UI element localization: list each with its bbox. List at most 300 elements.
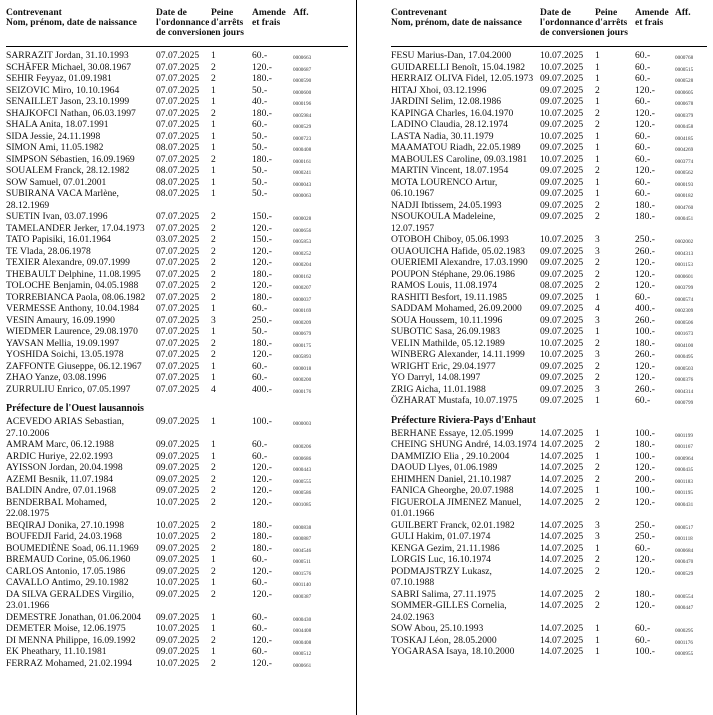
fine-amount: 60.- 60.- bbox=[635, 176, 651, 199]
table-row bbox=[6, 658, 348, 670]
detention-days: 1 bbox=[595, 61, 600, 73]
conversion-date: 14.07.2025 bbox=[540, 646, 584, 657]
conversion-date: 07.07.2025 bbox=[156, 349, 200, 360]
conversion-date: 07.07.2025 bbox=[156, 337, 200, 349]
conversion-date: 10.07.2025 bbox=[540, 337, 584, 349]
offender-name: MARTIN Vincent, 18.07.1954 bbox=[391, 165, 509, 176]
table-row bbox=[6, 612, 348, 624]
conversion-date: 09.07.2025 bbox=[540, 291, 584, 303]
fine-amount: 260.- bbox=[635, 349, 655, 360]
conversion-date: 10.07.2025 bbox=[540, 130, 584, 142]
header-rule bbox=[391, 46, 707, 47]
detention-days: 1 bbox=[211, 84, 216, 96]
offender-name: DAOUD Llyes, 01.06.1989 bbox=[391, 462, 498, 473]
case-number: 0000562 bbox=[675, 170, 694, 176]
conversion-date: 14.07.2025 bbox=[540, 485, 584, 496]
case-number: 0001576 bbox=[293, 570, 312, 577]
offender-name: SEHIR Feyyaz, 01.09.1981 bbox=[6, 73, 112, 84]
offender-name: SHAJKOFCI Nathan, 06.03.1997 bbox=[6, 107, 136, 119]
conversion-date: 14.07.2025 bbox=[540, 519, 584, 531]
detention-days: 1 bbox=[211, 554, 216, 565]
table-row bbox=[391, 600, 707, 623]
case-number: 0000376 bbox=[675, 377, 694, 383]
table-row bbox=[391, 566, 707, 589]
offender-name: WINBERG Alexander, 14.11.1999 bbox=[391, 349, 525, 360]
case-number: 0000506 bbox=[675, 319, 694, 326]
table-row bbox=[6, 108, 348, 120]
detention-days: 1 bbox=[595, 450, 600, 462]
conversion-date: 09.07.2025 bbox=[540, 165, 584, 176]
table-row bbox=[391, 451, 707, 463]
case-number: 0000206 bbox=[293, 444, 312, 450]
table-row bbox=[391, 635, 707, 647]
fine-amount: 180.- bbox=[635, 199, 655, 211]
conversion-date: 09.07.2025 bbox=[156, 542, 200, 554]
conversion-date: 09.07.2025 bbox=[540, 211, 584, 222]
case-number: 0000207 bbox=[293, 285, 312, 291]
case-number: 0001167 bbox=[675, 444, 693, 450]
offender-name: BENDERBAL Mohamed, 22.08.1975 bbox=[6, 496, 107, 519]
detention-days: 2 bbox=[595, 372, 600, 383]
table-row bbox=[6, 554, 348, 566]
fine-amount: 120.- bbox=[635, 84, 655, 96]
conversion-date: 07.07.2025 bbox=[156, 61, 200, 73]
table-row bbox=[6, 451, 348, 463]
offender-name: CAVALLO Antimo, 29.10.1982 bbox=[6, 577, 129, 588]
table-row bbox=[6, 577, 348, 589]
table-row bbox=[6, 439, 348, 451]
header-rule bbox=[6, 46, 348, 47]
fine-amount: 60.- bbox=[252, 360, 268, 372]
case-number: 0000435 bbox=[675, 467, 694, 473]
offender-name: BOUFEDJI Farid, 24.03.1968 bbox=[6, 531, 122, 542]
case-number: 0004269 bbox=[675, 147, 694, 153]
case-number: 0005984 bbox=[293, 112, 312, 119]
header-days: Peine d'arrêts en jours bbox=[595, 8, 628, 38]
offender-name: FANICA Gheorghe, 20.07.1988 bbox=[391, 485, 514, 496]
case-number: 0000430 bbox=[293, 616, 312, 623]
detention-days: 2 bbox=[595, 107, 600, 119]
offender-name: ÖZHARAT Mustafa, 10.07.1975 bbox=[391, 395, 518, 406]
conversion-date: 10.07.2025 bbox=[540, 61, 584, 73]
case-number: 0000605 bbox=[675, 89, 694, 96]
fine-amount: 200.- bbox=[635, 473, 655, 485]
detention-days: 1 bbox=[211, 360, 216, 372]
conversion-date: 07.07.2025 bbox=[156, 222, 200, 234]
detention-days: 2 bbox=[595, 565, 600, 577]
case-number: 0000574 bbox=[675, 296, 694, 303]
conversion-date: 14.07.2025 bbox=[540, 450, 584, 462]
fine-amount: 120.- bbox=[252, 496, 272, 508]
detention-days: 2 bbox=[211, 268, 216, 280]
conversion-date: 03.07.2025 bbox=[156, 234, 200, 245]
fine-amount: 120.- bbox=[252, 634, 272, 646]
fine-amount: 180.- bbox=[252, 519, 272, 531]
detention-days: 2 bbox=[595, 439, 600, 450]
fine-amount: 60.- bbox=[252, 646, 268, 657]
case-number: 0000517 bbox=[675, 524, 694, 531]
fine-amount: 180.- bbox=[252, 291, 272, 303]
fine-amount: 60.- bbox=[635, 130, 651, 142]
detention-days: 1 bbox=[595, 646, 600, 657]
fine-amount: 120.- bbox=[252, 245, 272, 257]
fine-amount: 60.- bbox=[252, 372, 268, 383]
table-row bbox=[6, 303, 348, 315]
detention-days: 2 bbox=[211, 222, 216, 234]
offender-name: SOUA Houssem, 10.11.1996 bbox=[391, 314, 503, 326]
detention-days: 1 bbox=[211, 439, 216, 450]
offender-name: MABOULES Caroline, 09.03.1981 bbox=[391, 153, 528, 165]
offender-name: KAPINGA Charles, 16.04.1970 bbox=[391, 107, 514, 119]
conversion-date: 09.07.2025 bbox=[540, 199, 584, 211]
detention-days: 2 bbox=[211, 107, 216, 119]
conversion-date: 09.07.2025 bbox=[156, 416, 200, 427]
conversion-date: 10.07.2025 bbox=[540, 153, 584, 165]
conversion-date: 14.07.2025 bbox=[540, 462, 584, 473]
table-row bbox=[391, 338, 707, 350]
table-row bbox=[6, 485, 348, 497]
conversion-date: 09.07.2025 bbox=[156, 611, 200, 623]
offender-name: SUBOTIC Sasa, 26.09.1983 bbox=[391, 326, 500, 337]
offender-name: PODMAJSTRZY Lukasz, 07.10.1988 bbox=[391, 565, 492, 588]
case-number: 0005853 bbox=[293, 239, 312, 245]
fine-amount: 120.- bbox=[252, 462, 272, 473]
offender-name: YO Darryl, 14.08.1997 bbox=[391, 372, 481, 383]
table-header bbox=[391, 8, 707, 50]
case-number: 0004185 bbox=[675, 135, 694, 142]
case-number: 0000431 bbox=[675, 501, 694, 508]
conversion-date: 09.07.2025 bbox=[540, 142, 584, 153]
detention-days: 1 bbox=[595, 485, 600, 496]
offender-name: POUPON Stéphane, 29.06.1986 bbox=[391, 268, 515, 280]
fine-amount: 60.- bbox=[252, 50, 268, 61]
header-aff: Aff. bbox=[675, 8, 691, 18]
offender-list bbox=[391, 428, 707, 658]
detention-days: 4 bbox=[211, 383, 216, 395]
offender-name: SIDA Jessie, 24.11.1998 bbox=[6, 130, 101, 142]
case-number: 0000003 bbox=[293, 421, 312, 427]
case-number: 0000193 0000182 bbox=[675, 181, 694, 199]
conversion-date: 14.07.2025 bbox=[540, 623, 584, 634]
table-row bbox=[391, 428, 707, 440]
conversion-date: 14.07.2025 bbox=[540, 439, 584, 450]
offender-name: SIMON Ami, 11.05.1982 bbox=[6, 142, 104, 153]
detention-days: 1 bbox=[211, 416, 216, 427]
offender-name: SUBIRANA VACA Marlène, 28.12.1969 bbox=[6, 188, 119, 211]
fine-amount: 150.- bbox=[252, 234, 272, 245]
table-row bbox=[6, 142, 348, 154]
case-number: 0004760 bbox=[675, 204, 694, 211]
offender-name: NSOUKOULA Madeleine, 12.07.1957 bbox=[391, 211, 496, 234]
conversion-date: 10.07.2025 bbox=[156, 623, 200, 634]
conversion-date: 09.07.2025 bbox=[156, 565, 200, 577]
conversion-date: 07.07.2025 bbox=[156, 314, 200, 326]
case-number: 0000447 bbox=[675, 605, 694, 611]
case-number: 0000200 bbox=[293, 377, 312, 383]
offender-name: SOW Abou, 25.10.1993 bbox=[391, 623, 484, 634]
detention-days: 2 bbox=[211, 462, 216, 473]
detention-days: 1 bbox=[595, 130, 600, 142]
table-row bbox=[6, 246, 348, 258]
fine-amount: 60.- bbox=[635, 542, 651, 554]
conversion-date: 10.07.2025 bbox=[540, 107, 584, 119]
detention-days: 1 bbox=[211, 372, 216, 383]
detention-days: 1 bbox=[211, 176, 216, 188]
detention-days: 2 bbox=[211, 473, 216, 485]
table-row bbox=[391, 177, 707, 200]
fine-amount: 120.- bbox=[252, 222, 272, 234]
offender-name: SENAILLET Jason, 23.10.1999 bbox=[6, 96, 130, 107]
detention-days: 2 bbox=[211, 542, 216, 554]
offender-name: AZEMI Besnik, 11.07.1984 bbox=[6, 473, 114, 485]
offender-name: DEMETER Moise, 12.06.1975 bbox=[6, 623, 126, 634]
section-title: Préfecture de l'Ouest lausannois bbox=[6, 403, 144, 414]
table-row bbox=[391, 96, 707, 108]
fine-amount: 60.- bbox=[635, 50, 651, 61]
offender-name: LADINO Claudia, 28.12.1974 bbox=[391, 119, 508, 130]
offender-name: FERRAZ Mohamed, 21.02.1994 bbox=[6, 657, 133, 669]
case-number: 0000295 bbox=[675, 628, 694, 634]
offender-name: SOW Samuel, 07.01.2001 bbox=[6, 176, 107, 188]
fine-amount: 100.- bbox=[635, 646, 655, 657]
case-number: 0000470 bbox=[675, 559, 694, 565]
case-number: 0000687 bbox=[293, 66, 312, 73]
conversion-date: 09.07.2025 bbox=[540, 119, 584, 130]
fine-amount: 250.- bbox=[635, 531, 655, 542]
case-number: 0000511 bbox=[293, 559, 311, 565]
offender-name: KENGA Gezim, 21.11.1986 bbox=[391, 542, 500, 554]
offender-name: FIGUEROLA JIMENEZ Manuel, 01.01.1966 bbox=[391, 496, 522, 519]
fine-amount: 100.- bbox=[252, 416, 272, 427]
offender-name: LORGIS Luc, 16.10.1974 bbox=[391, 554, 491, 565]
detention-days: 1 bbox=[595, 73, 600, 84]
table-row bbox=[391, 154, 707, 166]
table-header bbox=[6, 8, 348, 50]
table-row bbox=[391, 165, 707, 177]
offender-name: BALDIN Andre, 07.01.1968 bbox=[6, 485, 117, 496]
conversion-date: 07.07.2025 bbox=[156, 73, 200, 84]
table-row bbox=[6, 73, 348, 85]
case-number: 0000443 bbox=[293, 467, 312, 473]
detention-days: 1 bbox=[211, 450, 216, 462]
fine-amount: 60.- bbox=[635, 634, 651, 646]
table-row bbox=[391, 292, 707, 304]
detention-days: 1 bbox=[211, 165, 216, 176]
conversion-date: 10.07.2025 bbox=[156, 531, 200, 542]
fine-amount: 250.- bbox=[252, 314, 272, 326]
case-number: 0001153 bbox=[675, 262, 693, 268]
offender-name: ZAFFONTE Giuseppe, 06.12.1967 bbox=[6, 360, 142, 372]
table-row bbox=[6, 372, 348, 384]
table-row bbox=[6, 257, 348, 269]
conversion-date: 07.07.2025 bbox=[156, 130, 200, 142]
header-date: Date de l'ordonnance de conversion bbox=[540, 8, 596, 38]
table-row bbox=[6, 223, 348, 235]
table-row bbox=[391, 520, 707, 532]
detention-days: 1 bbox=[595, 427, 600, 439]
offender-name: VESIN Amaury, 16.09.1990 bbox=[6, 314, 115, 326]
conversion-date: 14.07.2025 bbox=[540, 473, 584, 485]
fine-amount: 120.- bbox=[252, 588, 272, 600]
detention-days: 3 bbox=[595, 234, 600, 245]
fine-amount: 260.- bbox=[635, 314, 655, 326]
conversion-date: 09.07.2025 bbox=[156, 646, 200, 657]
detention-days: 1 bbox=[595, 326, 600, 337]
offender-name: SOMMER-GILLES Cornelia, 24.02.1963 bbox=[391, 600, 507, 623]
conversion-date: 14.07.2025 bbox=[540, 496, 584, 508]
conversion-date: 09.07.2025 bbox=[156, 588, 200, 600]
offender-name: MOTA LOURENCO Artur, 06.10.1967 bbox=[391, 176, 498, 199]
conversion-date: 08.07.2025 bbox=[156, 188, 200, 199]
case-number: 0000515 bbox=[675, 66, 694, 73]
detention-days: 1 bbox=[211, 611, 216, 623]
fine-amount: 60.- bbox=[252, 303, 268, 314]
offender-name: BREMAUD Corine, 05.06.1960 bbox=[6, 554, 131, 565]
fine-amount: 120.- bbox=[635, 257, 655, 268]
offender-name: YOGARASA Isaya, 18.10.2000 bbox=[391, 646, 515, 657]
table-row bbox=[6, 315, 348, 327]
detention-days: 2 bbox=[211, 531, 216, 542]
offender-name: HITAJ Xhoi, 03.12.1996 bbox=[391, 84, 487, 96]
case-number: 0000955 bbox=[675, 651, 694, 657]
case-number: 0000209 bbox=[293, 319, 312, 326]
table-row bbox=[6, 131, 348, 143]
table-row bbox=[391, 119, 707, 131]
table-row bbox=[6, 497, 348, 520]
detention-days: 2 bbox=[211, 496, 216, 508]
fine-amount: 120.- bbox=[635, 462, 655, 473]
fine-amount: 60.- bbox=[252, 611, 268, 623]
fine-amount: 50.- bbox=[252, 176, 268, 188]
fine-amount: 60.- bbox=[635, 142, 651, 153]
conversion-date: 07.07.2025 bbox=[156, 360, 200, 372]
offender-name: RASHITI Besfort, 19.11.1985 bbox=[391, 291, 508, 303]
table-row bbox=[6, 326, 348, 338]
case-number: 0000684 bbox=[675, 547, 694, 554]
offender-name: TATO Papisiki, 16.01.1964 bbox=[6, 234, 111, 245]
offender-name: OUERIEMI Alexandre, 17.03.1990 bbox=[391, 257, 528, 268]
table-row bbox=[391, 303, 707, 315]
fine-amount: 60.- bbox=[252, 450, 268, 462]
conversion-date: 09.07.2025 09.07.2025 bbox=[540, 176, 584, 199]
table-row bbox=[6, 646, 348, 658]
detention-days: 2 bbox=[211, 245, 216, 257]
fine-amount: 120.- bbox=[635, 165, 655, 176]
table-row bbox=[6, 349, 348, 361]
offender-name: ACEVEDO ARIAS Sebastian, 27.10.2006 bbox=[6, 416, 125, 439]
conversion-date: 07.07.2025 bbox=[156, 326, 200, 337]
case-number: 0000838 bbox=[293, 524, 312, 531]
offender-list bbox=[391, 50, 707, 407]
table-row bbox=[6, 96, 348, 108]
conversion-date: 10.07.2025 bbox=[156, 577, 200, 588]
fine-amount: 120.- bbox=[635, 565, 655, 577]
fine-amount: 60.- bbox=[635, 395, 651, 406]
fine-amount: 180.- bbox=[252, 153, 272, 165]
case-number: 0000528 bbox=[675, 78, 694, 84]
conversion-date: 09.07.2025 bbox=[540, 326, 584, 337]
offender-name: BEQIRAJ Donika, 27.10.1998 bbox=[6, 519, 125, 531]
offender-name: DAMMIZIO Elia , 29.10.2004 bbox=[391, 450, 510, 462]
conversion-date: 07.07.2025 bbox=[156, 372, 200, 383]
case-number: 0000529 bbox=[293, 124, 312, 130]
detention-days: 1 bbox=[595, 50, 600, 61]
table-row bbox=[391, 474, 707, 486]
table-row bbox=[6, 154, 348, 166]
detention-days: 1 bbox=[595, 395, 600, 406]
right-column bbox=[391, 8, 707, 658]
conversion-date: 08.07.2025 bbox=[156, 176, 200, 188]
table-row bbox=[391, 108, 707, 120]
case-number: 0004408 bbox=[293, 628, 312, 634]
conversion-date: 10.07.2025 bbox=[156, 496, 200, 508]
case-number: 0000723 bbox=[293, 135, 312, 142]
offender-name: OUAOUICHA Hafide, 05.02.1983 bbox=[391, 245, 526, 257]
detention-days: 2 bbox=[211, 153, 216, 165]
offender-name: TOSKAJ Léon, 28.05.2000 bbox=[391, 634, 497, 646]
case-number: 0001118 bbox=[675, 536, 693, 542]
detention-days: 2 bbox=[211, 257, 216, 268]
case-number: 0001140 bbox=[293, 582, 311, 588]
fine-amount: 250.- bbox=[635, 519, 655, 531]
fine-amount: 180.- bbox=[252, 107, 272, 119]
table-row bbox=[391, 211, 707, 234]
detention-days: 2 bbox=[595, 165, 600, 176]
offender-name: MAAMATOU Riadh, 22.05.1989 bbox=[391, 142, 521, 153]
table-row bbox=[391, 85, 707, 97]
case-number: 0000169 bbox=[293, 308, 312, 314]
fine-amount: 50.- bbox=[252, 142, 268, 153]
fine-amount: 120.- bbox=[252, 61, 272, 73]
table-row bbox=[391, 257, 707, 269]
detention-days: 1 bbox=[211, 50, 216, 61]
conversion-date: 07.07.2025 bbox=[156, 50, 200, 61]
detention-days: 1 bbox=[211, 119, 216, 130]
fine-amount: 250.- bbox=[635, 234, 655, 245]
detention-days: 1 bbox=[211, 142, 216, 153]
offender-name: NADJI Ibtissem, 24.05.1993 bbox=[391, 199, 502, 211]
case-number: 0000196 bbox=[293, 101, 312, 107]
table-row bbox=[391, 315, 707, 327]
conversion-date: 09.07.2025 bbox=[156, 450, 200, 462]
table-row bbox=[6, 361, 348, 373]
conversion-date: 07.07.2025 bbox=[156, 280, 200, 291]
fine-amount: 120.- bbox=[252, 565, 272, 577]
detention-days: 2 bbox=[595, 360, 600, 372]
conversion-date: 09.07.2025 bbox=[540, 73, 584, 84]
conversion-date: 14.07.2025 bbox=[540, 554, 584, 565]
fine-amount: 120.- bbox=[635, 107, 655, 119]
table-row bbox=[6, 234, 348, 246]
fine-amount: 400.- bbox=[635, 303, 655, 314]
detention-days: 1 bbox=[211, 577, 216, 588]
case-number: 0000162 bbox=[293, 273, 312, 280]
fine-amount: 120.- bbox=[635, 496, 655, 508]
case-number: 0000656 bbox=[293, 227, 312, 234]
fine-amount: 120.- bbox=[252, 280, 272, 291]
offender-name: GUILBERT Franck, 02.01.1982 bbox=[391, 519, 515, 531]
offender-name: ZRIG Aicha, 11.01.1988 bbox=[391, 383, 486, 395]
fine-amount: 50.- bbox=[252, 326, 268, 337]
fine-amount: 180.- bbox=[252, 337, 272, 349]
table-row bbox=[391, 485, 707, 497]
case-number: 0000586 bbox=[293, 490, 312, 496]
table-row bbox=[391, 531, 707, 543]
conversion-date: 09.07.2025 bbox=[540, 314, 584, 326]
table-row bbox=[6, 211, 348, 223]
table-row bbox=[391, 543, 707, 555]
table-row bbox=[391, 246, 707, 258]
